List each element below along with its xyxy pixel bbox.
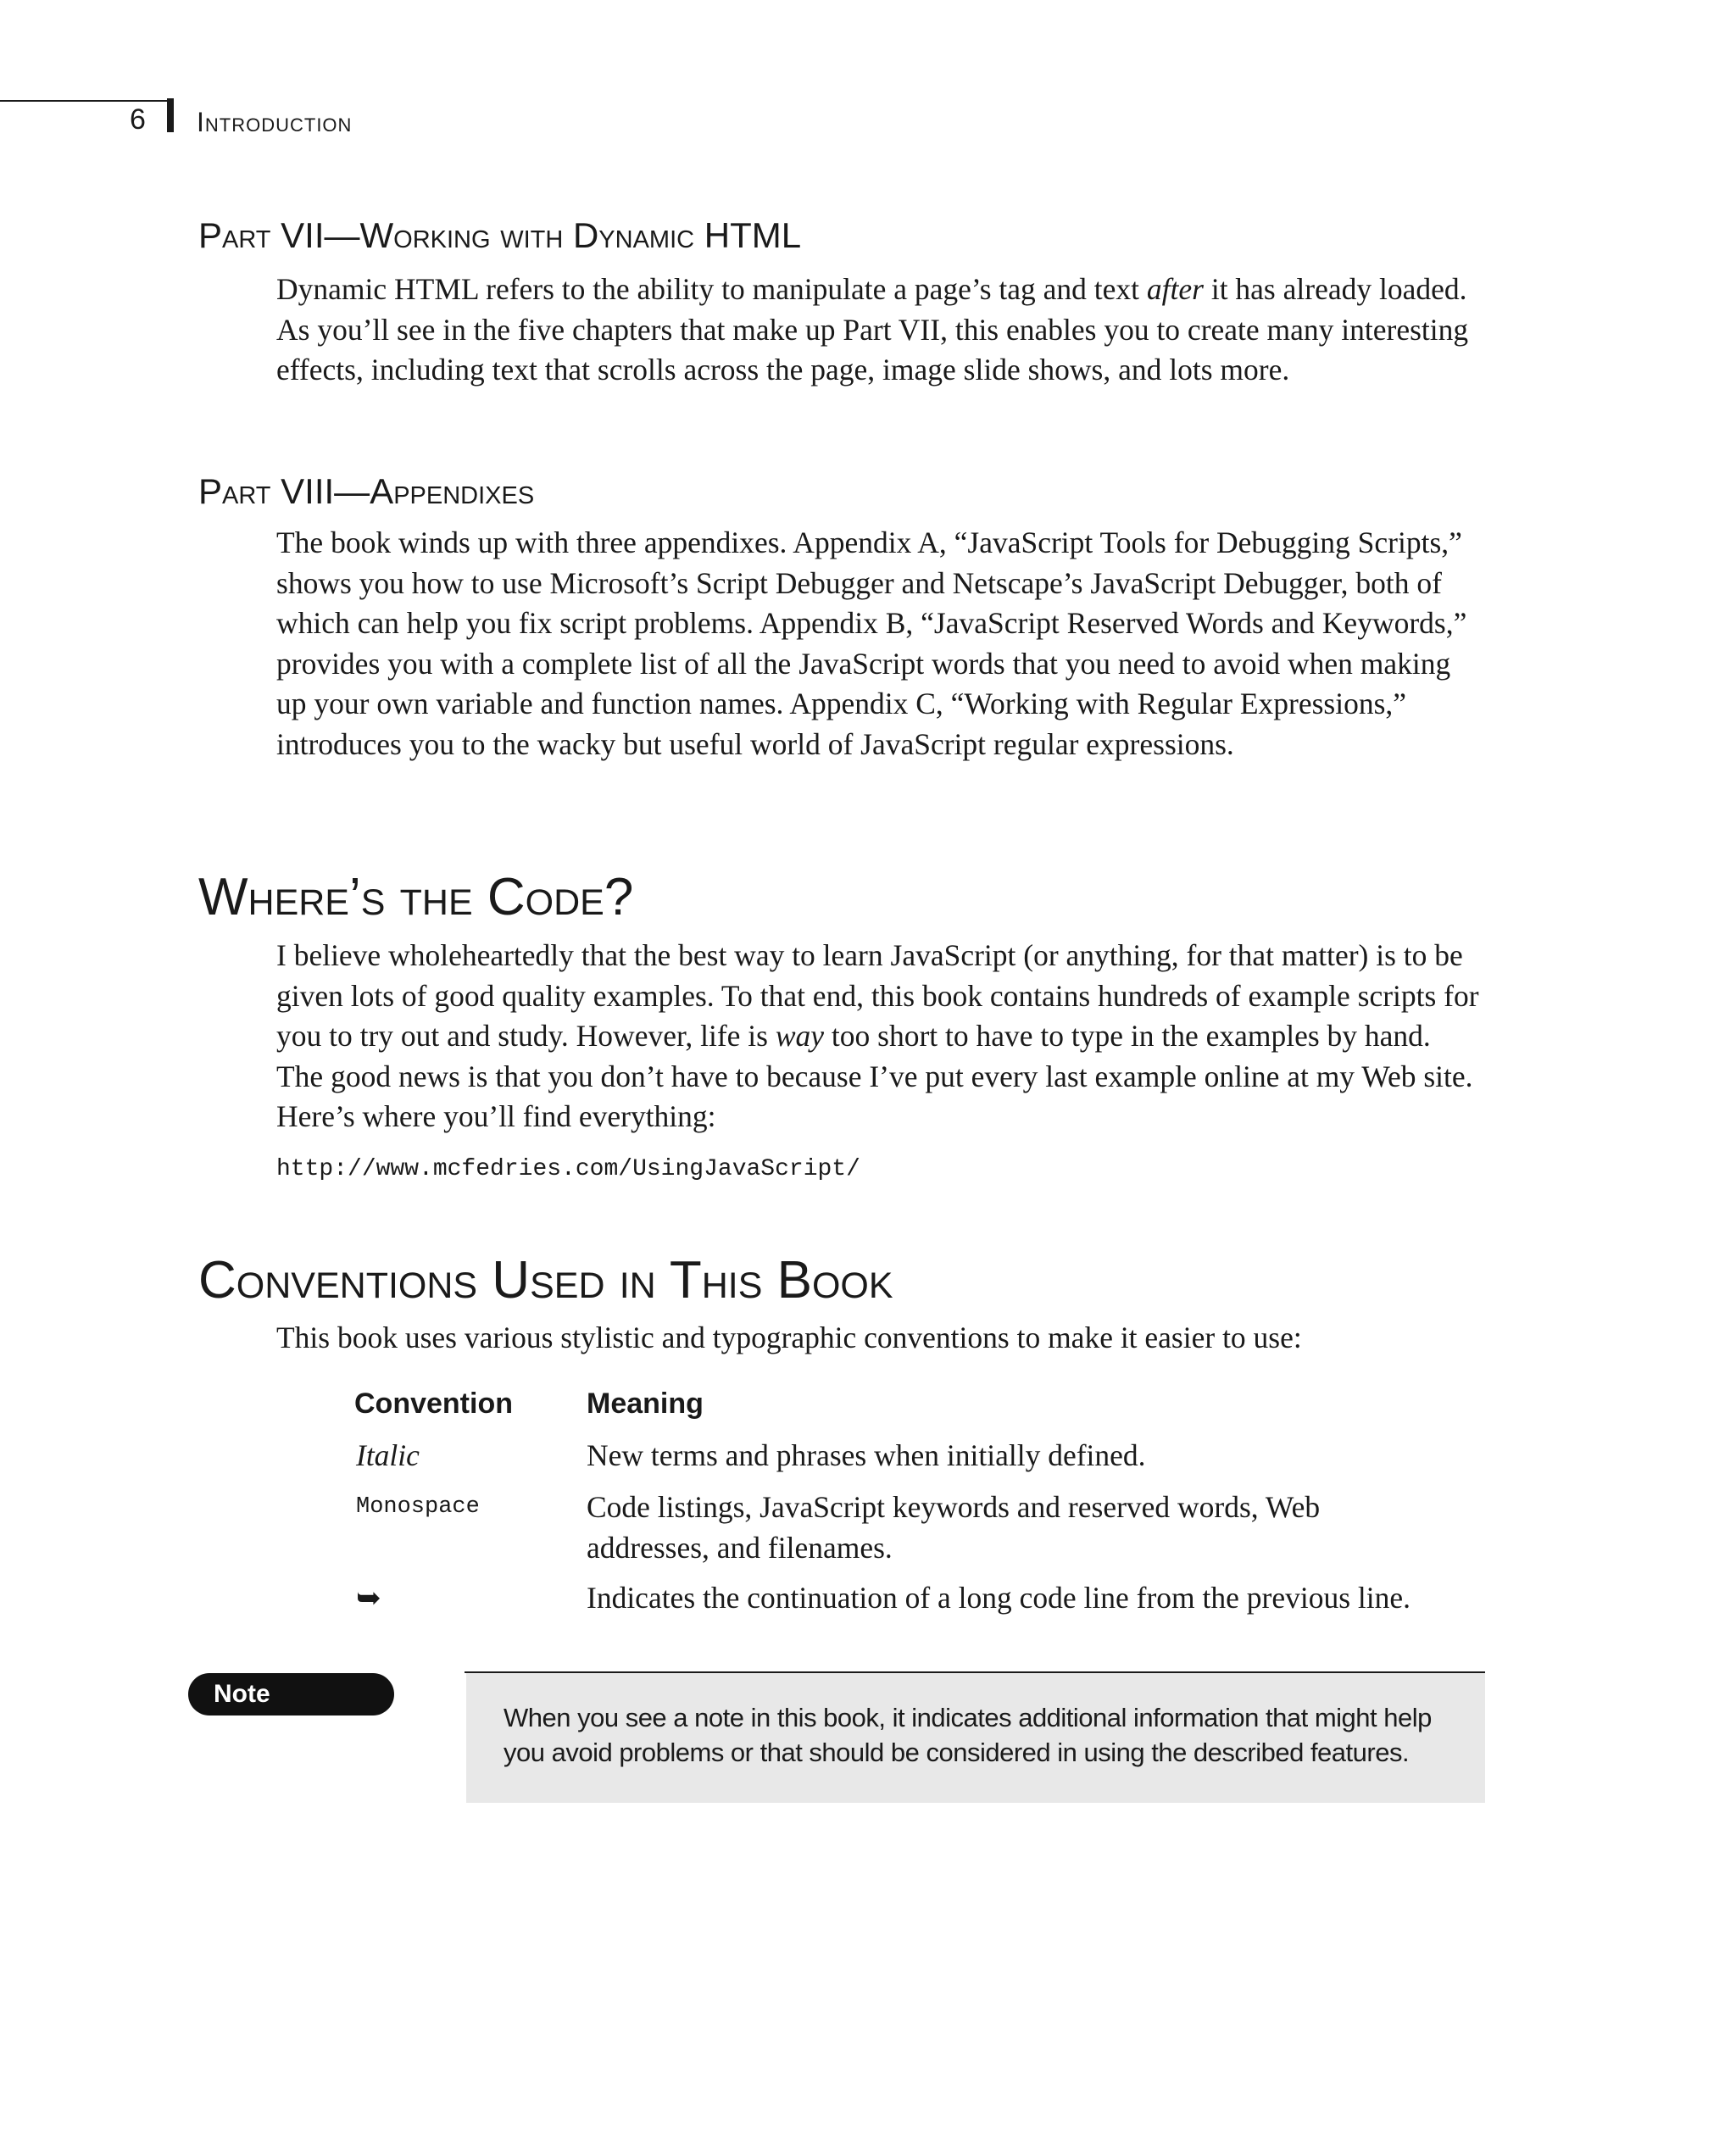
note-label: Note <box>188 1673 394 1715</box>
part-8-body <box>276 523 1484 765</box>
conventions-column-convention: Convention <box>354 1387 513 1420</box>
meaning-continuation: Indicates the continuation of a long code line from the previous line. <box>587 1581 1411 1615</box>
conventions-intro-text: This book uses various stylistic and typographic conventions to make it easier to use: <box>276 1321 1302 1354</box>
part-7-body-text-end: it has already loaded. As you’ll see in the five chapters that make up Part VII, this enables you to create many interesting effects, including text that scrolls across the page, image slide shows, and lots more. <box>276 272 1469 386</box>
code-section-text-end: too short to have to type in the examples by hand. The good news is that you don’t have to because I’ve put every last example online at my Web site. Here’s where you’ll find everything: <box>276 1019 1473 1133</box>
part-8-heading: Part VIII—Appendixes <box>198 471 535 511</box>
code-section-emphasis: way <box>775 1019 825 1053</box>
conventions-heading: Conventions Used in This Book <box>198 1251 893 1310</box>
part-8-body-text: The book winds up with three appendixes. Appendix A, “JavaScript Tools for Debugging Scripts,” shows you how to use Microsoft’s Script Debugger and Netscape’s JavaScript Debugger, both of which can help you fix script problems. Appendix B, “JavaScript Reserved Words and Keywords,” provides you with a complete list of all the JavaScript words that you need to avoid when making up your own variable and function names. Appendix C, “Working with Regular Expressions,” introduces you to the wacky but useful world of JavaScript regular expressions. <box>276 525 1467 761</box>
part-7-body-text-start: Dynamic HTML refers to the ability to manipulate a page’s tag and text <box>276 272 1147 306</box>
running-title: Introduction <box>197 107 353 137</box>
part-7-heading: Part VII—Working with Dynamic HTML <box>198 215 802 255</box>
part-7-body-emphasis: after <box>1146 272 1204 306</box>
header-divider-bar <box>167 98 174 132</box>
convention-monospace: Monospace <box>356 1494 480 1520</box>
page-number: 6 <box>130 103 146 136</box>
meaning-italic: New terms and phrases when initially defined. <box>587 1438 1146 1472</box>
continuation-arrow-icon: ➥ <box>356 1581 381 1615</box>
conventions-column-meaning: Meaning <box>587 1387 704 1420</box>
convention-italic: Italic <box>356 1438 420 1472</box>
conventions-intro <box>276 1318 1484 1359</box>
code-section-body <box>276 936 1484 1137</box>
code-section-text-start: I believe wholeheartedly that the best way to learn JavaScript (or anything, for that matter) is to be given lots of good quality examples. To that end, this book contains hundreds of example scripts for you to try out and study. However, life is <box>276 938 1479 1053</box>
code-section-heading: Where’s the Code? <box>198 868 634 926</box>
note-text: When you see a note in this book, it indicates additional information that might help you avoid problems or that should be considered in using the described features. <box>504 1703 1432 1767</box>
code-url: http://www.mcfedries.com/UsingJavaScript/ <box>276 1156 860 1182</box>
meaning-monospace: Code listings, JavaScript keywords and reserved words, Web addresses, and filenames. <box>587 1490 1321 1565</box>
part-7-body <box>276 270 1484 391</box>
